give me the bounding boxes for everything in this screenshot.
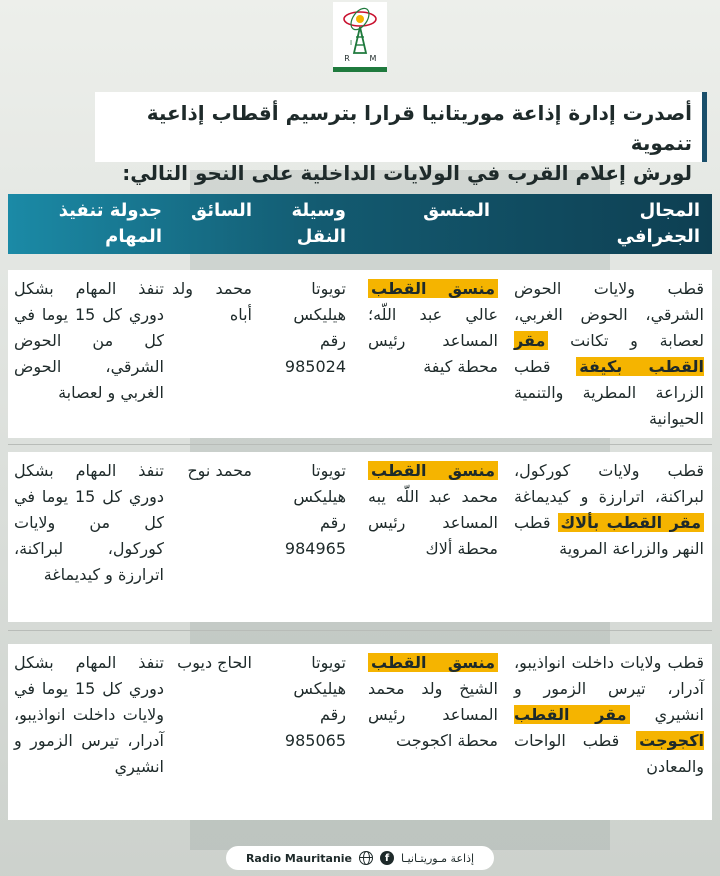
header-transport: وسيلة النقل bbox=[291, 200, 346, 247]
hq-highlight: مقر القطب بألاك bbox=[558, 513, 705, 532]
footer-brand-ar: إذاعة مـوريتـانيـا bbox=[401, 851, 475, 865]
driver-cell: الحاج ديوب bbox=[177, 653, 252, 672]
headline-line-1: أصدرت إدارة إذاعة موريتانيا قرارا بترسيم أقطاب إذاعية تنموية bbox=[146, 101, 692, 155]
coordinator-name: الشيخ ولد محمد bbox=[368, 679, 498, 698]
schedule-cell: تنفذ المهام بشكل دوري كل 15 يوما في كل من الحوض الشرقي، الحوض الغربي و لعصابة bbox=[14, 279, 164, 402]
area-text: قطب ولايات الحوض الشرقي، الحوض الغربي، لعصابة و تكانت bbox=[514, 279, 704, 350]
coordinator-label: منسق القطب bbox=[368, 653, 498, 672]
area-cell bbox=[514, 650, 704, 780]
theme-text: قطب الواحات والمعادن bbox=[514, 731, 704, 776]
row-divider bbox=[8, 444, 712, 445]
logo-letter-m: M bbox=[369, 53, 377, 63]
footer-bar bbox=[226, 846, 494, 870]
area-text: قطب ولايات كوركول، لبراكنة، اترارزة و كيديماغة bbox=[514, 461, 704, 506]
driver-cell: محمد نوح bbox=[187, 461, 252, 480]
coordinator-name: عالي عبد اللّه؛ bbox=[368, 305, 498, 324]
row-divider bbox=[8, 630, 712, 631]
hq-highlight: مقر القطب بكيفة bbox=[514, 331, 704, 376]
schedule-cell: تنفذ المهام بشكل دوري كل 15 يوما في كل من ولايات كوركول، لبراكنة، اترارزة و كيديماغة bbox=[14, 461, 164, 584]
footer-brand-fr: Radio Mauritanie bbox=[245, 851, 353, 865]
logo-letter-i: I bbox=[349, 38, 353, 47]
transport-cell: تويوتا هيليكس رقم 984965 bbox=[284, 461, 346, 558]
area-cell bbox=[514, 458, 704, 562]
header-schedule: جدولة تنفيذ المهام bbox=[58, 200, 162, 247]
driver-cell: محمد ولد أباه bbox=[172, 279, 252, 324]
coordinator-role: المساعد رئيس محطة كيفة bbox=[368, 331, 498, 376]
headline-line-2: لورش إعلام القرب في الولايات الداخلية على النحو التالي: bbox=[122, 161, 692, 185]
coordinator-name: محمد عبد اللّه يبه bbox=[368, 487, 498, 506]
theme-text: قطب الزراعة المطرية والتنمية الحيوانية bbox=[514, 357, 704, 428]
table-row bbox=[8, 452, 712, 622]
table-header bbox=[8, 194, 712, 254]
header-coordinator: المنسق bbox=[423, 200, 490, 221]
coordinator-cell bbox=[368, 276, 498, 380]
radio-mauritanie-logo bbox=[333, 2, 387, 72]
coordinator-label: منسق القطب bbox=[368, 461, 498, 480]
schedule-cell: تنفذ المهام بشكل دوري كل 15 يوما في ولايات داخلت انواذيبو، آدرار، تيرس الزمور و انشيري bbox=[14, 653, 164, 776]
coordinator-role: المساعد رئيس محطة ألاك bbox=[368, 513, 498, 558]
facebook-icon[interactable]: f bbox=[380, 851, 394, 865]
table-row bbox=[8, 644, 712, 820]
globe-icon[interactable] bbox=[359, 851, 373, 865]
transport-cell: تويوتا هيليكس رقم 985065 bbox=[284, 653, 346, 750]
logo-letter-r: R bbox=[344, 53, 350, 63]
header-area: المجال الجغرافي bbox=[616, 200, 700, 247]
table-row bbox=[8, 270, 712, 438]
coordinator-cell bbox=[368, 650, 498, 754]
transport-cell: تويوتا هيليكس رقم 985024 bbox=[284, 279, 346, 376]
area-text: قطب ولايات داخلت انواذيبو، آدرار، تيرس الزمور و انشيري bbox=[514, 653, 704, 724]
coordinator-label: منسق القطب bbox=[368, 279, 498, 298]
headline bbox=[95, 92, 707, 185]
coordinator-role: المساعد رئيس محطة اكجوجت bbox=[368, 705, 498, 750]
hq-highlight: مقر القطب اكجوجت bbox=[514, 705, 704, 750]
area-cell bbox=[514, 276, 704, 432]
coordinator-cell bbox=[368, 458, 498, 562]
header-driver: السائق bbox=[191, 200, 252, 221]
theme-text: قطب النهر والزراعة المروية bbox=[514, 513, 704, 558]
logo-emblem-icon bbox=[337, 5, 383, 65]
